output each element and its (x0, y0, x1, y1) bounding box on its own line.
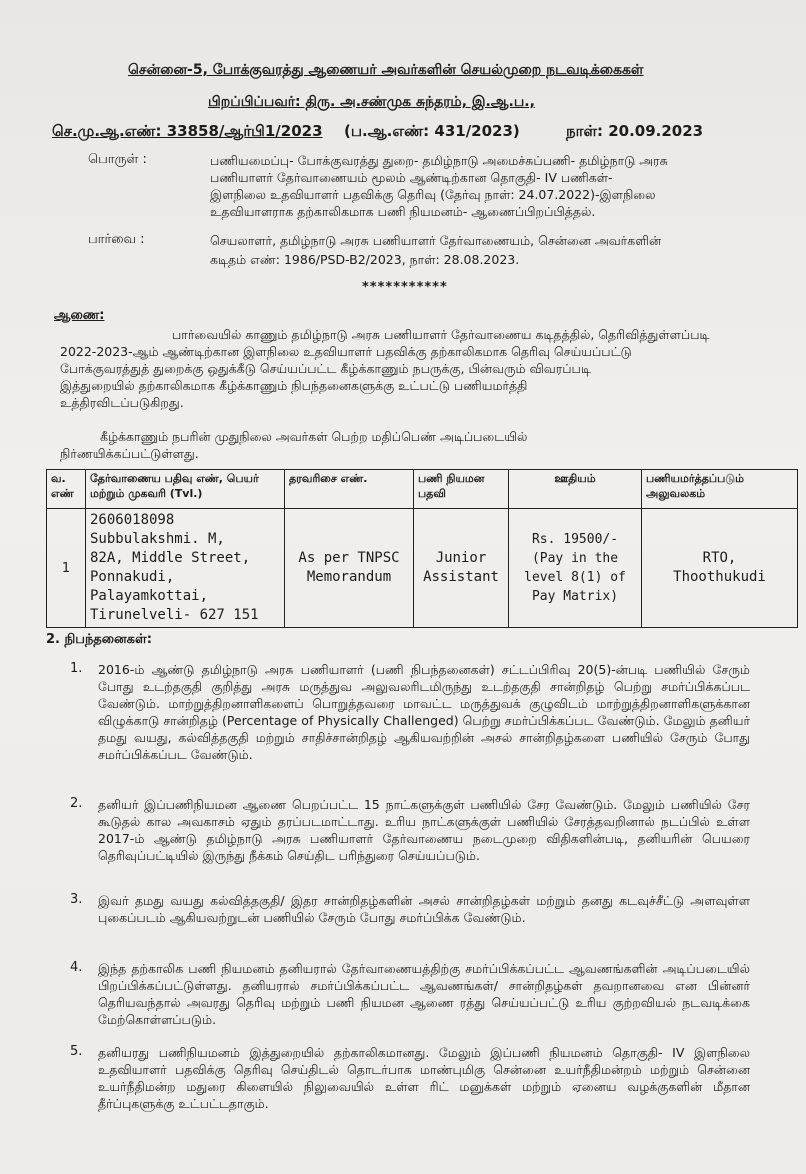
appointment-table (46, 469, 798, 628)
address-line: Subbulakshmi. M, (90, 531, 225, 547)
cell-rank (285, 509, 414, 628)
separator: *********** (362, 280, 448, 295)
subject-line: பணியமைப்பு- போக்குவரத்து துறை- தமிழ்நாடு அமைச்சுப்பணி- தமிழ்நாடு அரசு (210, 153, 668, 168)
condition-number: 2. (70, 796, 83, 811)
reading-line: செயலாளர், தமிழ்நாடு அரசு பணியாளர் தேர்வாணையம், சென்னை அவர்களின் (210, 233, 662, 248)
table-row (47, 509, 798, 628)
condition-text: இந்த தற்காலிக பணி நியமனம் தனியரால் தேர்வாணையத்திற்கு சமர்ப்பிக்கப்பட்ட ஆவணங்களின் அடிப்படையில் பிறப்பிக்கப்பட்டுள்ளது. தனியரால் சமர்ப்பிக்கப்பட்ட ஆவணங்கள்/ சான்றிதழ்கள் தவறானவை என பின்னர் தெரியவந்தால் அவரது தெரிவு மற்றும் பணி நியமன ஆணை ரத்து செய்யப்பட்டு உரிய குற்றவியல் நடவடிக்கை மேற்கொள்ளப்படும். (98, 961, 750, 1027)
cell-office (642, 509, 798, 628)
subject-label: பொருள் : (88, 152, 147, 167)
header-sno: வ. எண் (47, 470, 86, 509)
office-text: RTO, (702, 550, 737, 566)
rank-line: கீழ்க்காணும் நபரின் முதுநிலை அவர்கள் பெற்ற மதிப்பெண் அடிப்படையில் (100, 429, 528, 444)
cell-post (414, 509, 509, 628)
pa-number: (ப.ஆ.எண்: 431/2023) (344, 122, 520, 140)
header-name-address: தேர்வாணைய பதிவு எண், பெயர் மற்றும் முகவரி (Tvl.) (86, 470, 285, 509)
condition-text: தனியரது பணிநியமனம் இத்துறையில் தற்காலிகமானது. மேலும் இப்பணி நியமனம் தொகுதி- IV இளநிலை உதவியாளர் பதவிக்கு தெரிவு செய்திடல் தொடர்பாக மாண்புமிகு சென்னை உயர்நீதிமன்றம் மற்றும் சென்னை உயர்நீதிமன்ற மதுரை கிளையில் நிலுவையில் உள்ள ரிட் மனுக்கள் மற்றும் ஏனைய வழக்குகளின் மீதான தீர்ப்புகளுக்கு உட்பட்டதாகும். (98, 1045, 750, 1111)
cell-sno: 1 (47, 509, 86, 628)
condition-number: 5. (70, 1044, 83, 1059)
post-text: Junior (435, 550, 487, 566)
post-text: Assistant (423, 569, 499, 585)
header-post: பணி நியமன பதவி (414, 470, 509, 509)
address-line: 82A, Middle Street, (90, 550, 251, 566)
condition-number: 1. (70, 661, 83, 676)
header-pay: ஊதியம் (509, 470, 642, 509)
order-line: உத்திரவிடப்படுகிறது. (60, 395, 184, 410)
rank-text: Memorandum (306, 569, 392, 585)
table-header-row (47, 470, 798, 509)
address-line: Palayamkottai, (90, 588, 209, 604)
office-text: Thoothukudi (673, 569, 766, 585)
condition-text: இவர் தமது வயது கல்வித்தகுதி/ இதர சான்றிதழ்களின் அசல் சான்றிதழ்கள் மற்றும் தனது கடவுச்சீட்டு அளவுள்ள புகைப்படம் ஆகியவற்றுடன் பணியில் சேரும் போது சமர்ப்பிக்க வேண்டும். (98, 893, 750, 925)
header-office: பணியமர்த்தப்படும் அலுவலகம் (642, 470, 798, 509)
cell-pay (509, 509, 642, 628)
proceedings-number: செ.மு.ஆ.எண்: 33858/ஆர்பி1/2023 (52, 122, 323, 140)
cell-name-address (86, 509, 285, 628)
condition-text: தனியர் இப்பணிநியமன ஆணை பெறப்பட்ட 15 நாட்களுக்குள் பணியில் சேர வேண்டும். மேலும் பணியில் சேர கூடுதல் கால அவகாசம் ஏதும் தரப்படமாட்டாது. உரிய நாட்களுக்குள் பணியில் சேரத்தவறினால் நடப்பில் உள்ள 2017-ம் ஆண்டு தமிழ்நாடு அரசு பணியாளர் தேர்வாணைய நடைமுறை விதிகளின்படி, தனியரின் பெயரை தெரிவுப்பட்டியில் இருந்து நீக்கம் செய்திட பரிந்துரை செய்யப்படும். (98, 797, 750, 863)
order-line: 2022-2023-ஆம் ஆண்டிற்கான இளநிலை உதவியாளர் பதவிக்கு தற்காலிகமாக தெரிவு செய்யப்பட்டு (60, 344, 632, 359)
rank-line: நிர்ணயிக்கப்பட்டுள்ளது. (60, 446, 199, 461)
pay-text: level 8(1) of (524, 570, 626, 585)
reading-line: கடிதம் எண்: 1986/PSD-B2/2023, நாள்: 28.08.2023. (210, 252, 520, 267)
conditions-heading: 2. நிபந்தனைகள்: (46, 632, 152, 647)
office-title: சென்னை-5, போக்குவரத்து ஆணையர் அவர்களின் செயல்முறை நடவடிக்கைகள் (128, 62, 644, 78)
address-line: Ponnakudi, (90, 569, 175, 585)
order-heading: ஆணை: (54, 308, 105, 323)
subject-line: பணியாளர் தேர்வாணையம் மூலம் ஆண்டிற்கான தொகுதி- IV பணிகள்- (210, 170, 613, 185)
condition-number: 3. (70, 892, 83, 907)
order-line: போக்குவரத்துத் துறைக்கு ஒதுக்கீடு செய்யப்பட்ட கீழ்க்காணும் நபருக்கு, பின்வரும் விவரப்படி (60, 361, 591, 376)
pay-text: (Pay in the (531, 551, 619, 566)
address-line: Tirunelveli- 627 151 (90, 607, 259, 623)
subject-line: இளநிலை உதவியாளர் பதவிக்கு தெரிவு (தேர்வு நாள்: 24.07.2022)-இளநிலை (210, 187, 656, 202)
address-line: 2606018098 (90, 512, 175, 528)
order-date: நாள்: 20.09.2023 (566, 122, 704, 140)
rank-text: As per TNPSC (298, 550, 400, 566)
condition-text: 2016-ம் ஆண்டு தமிழ்நாடு அரசு பணியாளர் (பணி நிபந்தனைகள்) சட்டப்பிரிவு 20(5)-ன்படி பணியில் சேரும் போது உடற்தகுதி குறித்து அரசு மருத்துவ அலுவலரிடமிருந்து உடற்தகுதி சான்றிதழ் பெற்று சமர்ப்பிக்கப்பட வேண்டும். மாற்றுத்திறனாளிகளைப் பொறுத்தவரை மாவட்ட மருத்துவக் குழுவிடம் மாற்றுத்திறனாளிகளுக்கான விழுக்காடு சான்றிதழ் (Percentage of Physically Challenged) பெற்று சமர்ப்பிக்கப்பட வேண்டும். மேலும் தனியர் தமது வயது, கல்வித்தகுதி மற்றும் சாதிச்சான்றிதழ் ஆகியவற்றின் அசல் சான்றிதழ்களை பணியில் சேரும் போது சமர்ப்பிக்கப்பட வேண்டும். (98, 662, 750, 762)
header-rank: தரவரிசை எண். (285, 470, 414, 509)
condition-number: 4. (70, 960, 83, 975)
pay-text: Rs. 19500/- (531, 532, 619, 547)
reading-label: பார்வை : (88, 232, 145, 247)
issuer-line: பிறப்பிப்பவர்: திரு. அ.சண்முக சுந்தரம், இ.ஆ.ப., (208, 94, 535, 110)
order-line: இத்துறையில் தற்காலிகமாக கீழ்க்காணும் நிபந்தனைகளுக்கு உட்பட்டு பணியமர்த்தி (60, 378, 528, 393)
order-line: பார்வையில் காணும் தமிழ்நாடு அரசு பணியாளர் தேர்வாணைய கடிதத்தில், தெரிவித்துள்ளப்படி (172, 327, 710, 342)
subject-line: உதவியாளராக தற்காலிகமாக பணி நியமனம்- ஆணைப்பிறப்பித்தல். (210, 204, 596, 219)
pay-text: Pay Matrix) (531, 589, 619, 604)
